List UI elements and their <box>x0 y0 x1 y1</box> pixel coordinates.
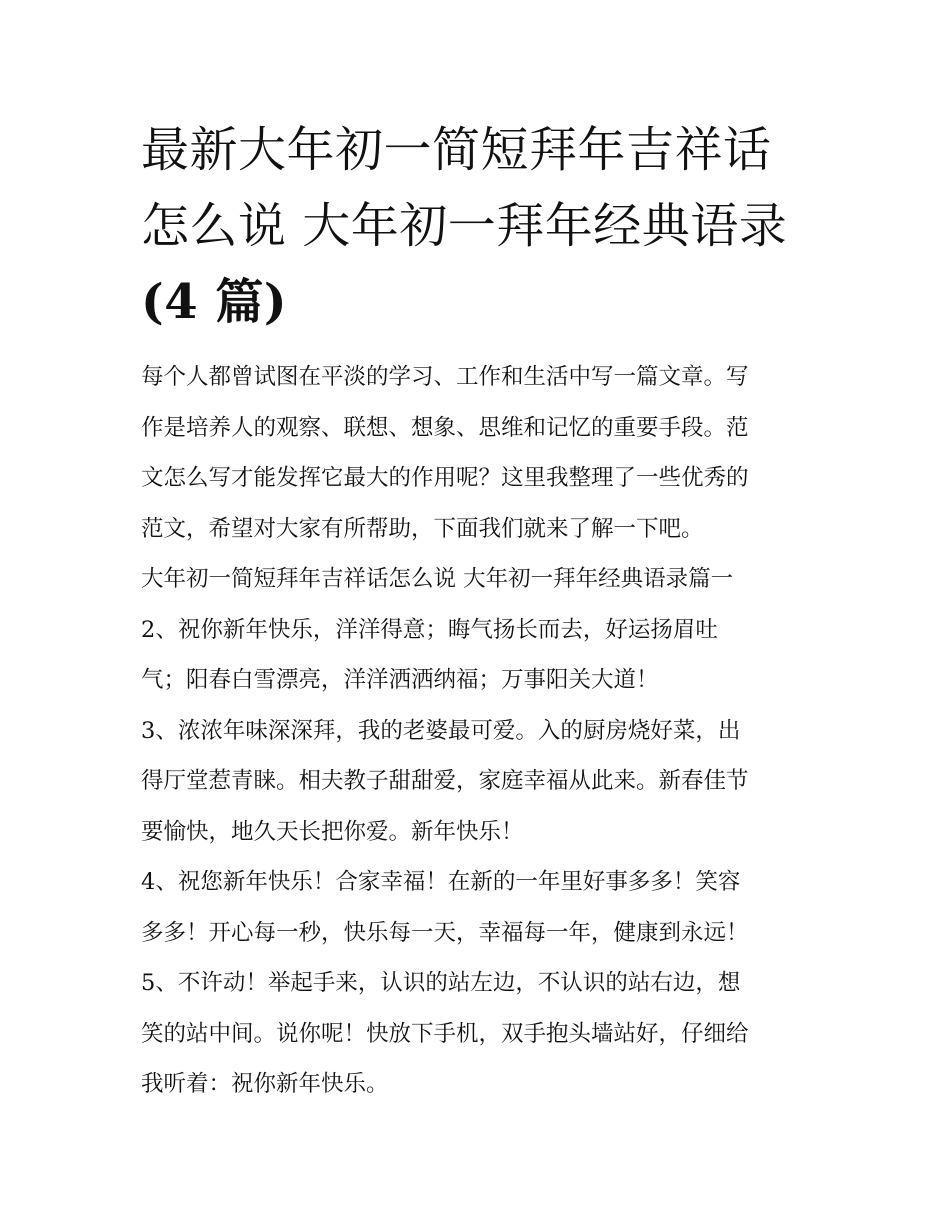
intro-line: 每个人都曾试图在平淡的学习、工作和生活中写一篇文章。写 <box>141 364 749 390</box>
document-page <box>141 112 813 1110</box>
document-title <box>141 112 813 340</box>
list-item-line: 2、祝你新年快乐，洋洋得意；晦气扬长而去，好运扬眉吐 <box>141 616 718 643</box>
section-heading <box>141 554 813 605</box>
document-body <box>141 352 813 1110</box>
intro-line: 文怎么写才能发挥它最大的作用呢？这里我整理了一些优秀的 <box>141 465 749 491</box>
title-line-1: 最新大年初一简短拜年吉祥话 <box>141 122 772 178</box>
intro-line: 作是培养人的观察、联想、想象、思维和记忆的重要手段。范 <box>141 414 749 441</box>
list-item-3 <box>141 706 813 858</box>
title-line-2: 怎么说 大年初一拜年经典语录 <box>141 198 788 254</box>
list-item-line: 4、祝您新年快乐！合家幸福！在新的一年里好事多多！笑容 <box>141 869 741 895</box>
list-item-5 <box>141 958 813 1110</box>
list-item-4 <box>141 857 813 958</box>
list-item-2 <box>141 605 813 706</box>
list-item-line: 我听着：祝你新年快乐。 <box>141 1071 389 1097</box>
list-item-line: 5、不许动！举起手来，认识的站左边，不认识的站右边，想 <box>141 970 741 996</box>
list-item-line: 得厅堂惹青睐。相夫教子甜甜爱，家庭幸福从此来。新春佳节 <box>141 768 749 794</box>
intro-paragraph <box>141 352 813 554</box>
list-item-line: 3、浓浓年味深深拜，我的老婆最可爱。入的厨房烧好菜，出 <box>141 717 741 744</box>
section-heading-text: 大年初一简短拜年吉祥话怎么说 大年初一拜年经典语录篇一 <box>141 566 734 592</box>
list-item-line: 笑的站中间。说你呢！快放下手机，双手抱头墙站好，仔细给 <box>141 1020 749 1047</box>
list-item-line: 气；阳春白雪漂亮，洋洋洒洒纳福；万事阳关大道！ <box>141 667 659 693</box>
list-item-line: 要愉快，地久天长把你爱。新年快乐！ <box>141 818 524 845</box>
list-item-line: 多多！开心每一秒，快乐每一天，幸福每一年，健康到永远！ <box>141 919 749 946</box>
title-line-3: (4 篇) <box>141 274 288 330</box>
intro-line: 范文，希望对大家有所帮助，下面我们就来了解一下吧。 <box>141 515 704 542</box>
